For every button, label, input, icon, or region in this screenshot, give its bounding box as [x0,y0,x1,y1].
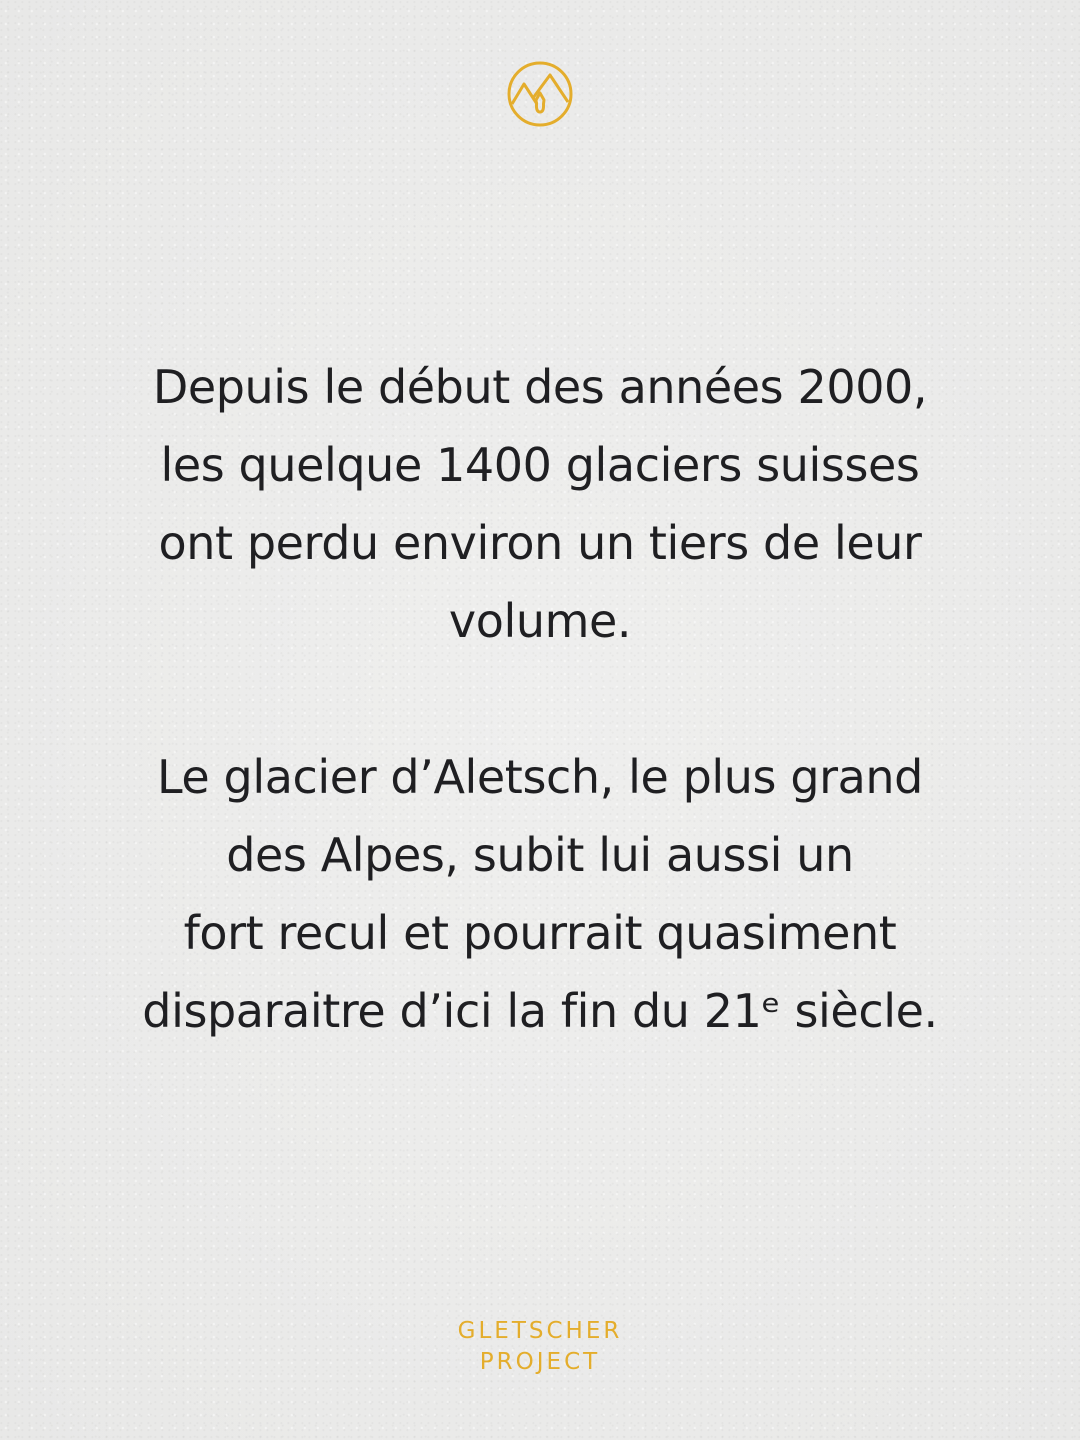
text-line: des Alpes, subit lui aussi un [226,828,854,882]
wordmark-line-2: PROJECT [479,1349,601,1375]
brand-logo [506,60,574,128]
text-line: Le glacier d’Aletsch, le plus grand [157,750,923,804]
paragraph-glacier-loss [60,348,1020,660]
main-text [60,348,1020,1050]
text-line: les quelque 1400 glaciers suisses [160,438,920,492]
text-line: volume. [448,594,632,648]
wordmark-line-1: GLETSCHER [457,1318,623,1344]
paragraph-aletsch [60,738,1020,1050]
text-line: ont perdu environ un tiers de leur [158,516,922,570]
text-line: Depuis le début des années 2000, [152,360,928,414]
text-line: fort recul et pourrait quasiment [183,906,897,960]
text-line: disparaitre d’ici la fin du 21ᵉ siècle. [142,984,938,1038]
footer-wordmark [390,1316,690,1378]
mountain-waterdrop-icon [506,60,574,128]
